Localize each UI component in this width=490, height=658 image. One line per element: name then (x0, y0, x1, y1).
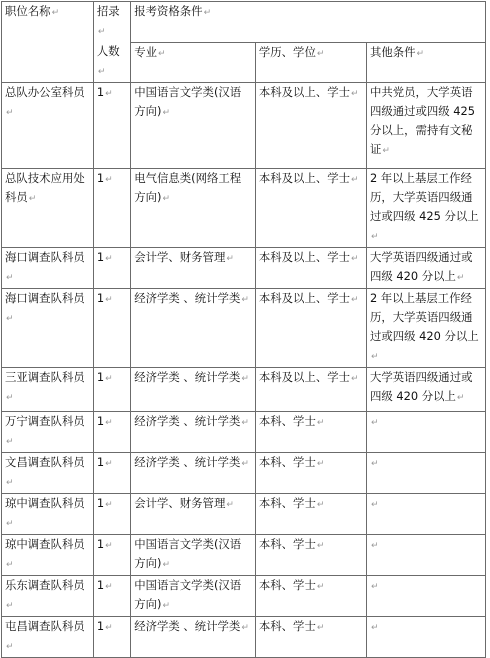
paragraph-mark-icon: ↵ (351, 254, 359, 264)
header-other: 其他条件↵ (366, 42, 485, 83)
paragraph-mark-icon: ↵ (51, 8, 60, 18)
cell-other (366, 248, 485, 289)
paragraph-mark-icon: ↵ (105, 541, 113, 551)
table-row (2, 535, 486, 576)
paragraph-mark-icon: ↵ (370, 582, 379, 592)
paragraph-mark-icon: ↵ (456, 273, 465, 283)
cell-other (366, 494, 485, 535)
header-row (2, 2, 486, 43)
cell-education-text: 本科、学士 (258, 537, 316, 551)
paragraph-mark-icon: ↵ (162, 601, 170, 611)
cell-position (2, 169, 94, 248)
cell-other-text: 2 年以上基层工作经历，大学英语四级通过或四级 420 分以上 (369, 291, 479, 343)
cell-education-text: 本科、学士 (258, 455, 316, 469)
cell-position (2, 617, 94, 658)
cell-education-text: 本科、学士 (258, 496, 316, 510)
cell-position (2, 289, 94, 368)
cell-education (255, 289, 366, 368)
header-education: 学历、学位↵ (255, 42, 366, 83)
cell-count-text: 1 (96, 171, 105, 185)
paragraph-mark-icon: ↵ (203, 8, 212, 18)
cell-position-text: 海口调查队科员 (5, 250, 85, 264)
paragraph-mark-icon: ↵ (105, 418, 113, 428)
header-position: 职位名称↵ (2, 2, 94, 83)
paragraph-mark-icon: ↵ (351, 89, 359, 99)
cell-count (93, 248, 130, 289)
cell-education (255, 617, 366, 658)
cell-major-text: 经济学类 、统计学类 (134, 414, 241, 428)
cell-other (366, 412, 485, 453)
cell-position-text: 琼中调查队科员 (5, 537, 85, 551)
paragraph-mark-icon: ↵ (105, 623, 113, 633)
paragraph-mark-icon: ↵ (162, 108, 170, 118)
paragraph-mark-icon: ↵ (241, 374, 249, 384)
paragraph-mark-icon: ↵ (6, 560, 14, 570)
cell-education (255, 412, 366, 453)
paragraph-mark-icon: ↵ (382, 146, 390, 156)
paragraph-mark-icon: ↵ (370, 459, 379, 469)
cell-major (131, 169, 256, 248)
paragraph-mark-icon: ↵ (316, 582, 325, 592)
cell-major-text: 经济学类 、统计学类 (134, 370, 241, 384)
cell-position-text: 屯昌调查队科员 (5, 619, 85, 633)
cell-count (93, 453, 130, 494)
paragraph-mark-icon: ↵ (6, 601, 14, 611)
cell-major (131, 289, 256, 368)
cell-education (255, 453, 366, 494)
paragraph-mark-icon: ↵ (370, 352, 379, 362)
table-row (2, 576, 486, 617)
cell-position-text: 琼中调查队科员 (5, 496, 85, 510)
paragraph-mark-icon: ↵ (241, 295, 249, 305)
cell-major-text: 经济学类 、统计学类 (134, 455, 241, 469)
cell-major-text: 中国语言文学类(汉语方向) (134, 537, 242, 570)
paragraph-mark-icon: ↵ (241, 459, 249, 469)
cell-count (93, 83, 130, 169)
cell-count-text: 1 (96, 537, 105, 551)
paragraph-mark-icon: ↵ (241, 623, 249, 633)
paragraph-mark-icon: ↵ (370, 232, 379, 242)
cell-major (131, 535, 256, 576)
paragraph-mark-icon: ↵ (162, 194, 170, 204)
header-major: 专业↵ (131, 42, 256, 83)
cell-count (93, 535, 130, 576)
cell-education (255, 576, 366, 617)
cell-education-text: 本科及以上、学士 (258, 291, 351, 305)
paragraph-mark-icon: ↵ (6, 108, 14, 118)
paragraph-mark-icon: ↵ (6, 393, 14, 403)
cell-count-text: 1 (96, 291, 105, 305)
paragraph-mark-icon: ↵ (316, 459, 325, 469)
paragraph-mark-icon: ↵ (370, 418, 379, 428)
cell-position (2, 576, 94, 617)
cell-education-text: 本科及以上、学士 (258, 370, 351, 384)
cell-count (93, 494, 130, 535)
table-row (2, 248, 486, 289)
paragraph-mark-icon: ↵ (6, 314, 14, 324)
paragraph-mark-icon: ↵ (6, 437, 14, 447)
cell-count (93, 576, 130, 617)
table-row (2, 289, 486, 368)
cell-count-text: 1 (96, 455, 105, 469)
cell-count-text: 1 (96, 578, 105, 592)
paragraph-mark-icon: ↵ (6, 273, 14, 283)
header-count: 招录↵ 人数↵ (93, 2, 130, 83)
cell-count-text: 1 (96, 85, 105, 99)
paragraph-mark-icon: ↵ (105, 582, 113, 592)
cell-major-text: 中国语言文学类(汉语方向) (134, 85, 242, 118)
cell-position (2, 83, 94, 169)
paragraph-mark-icon: ↵ (162, 560, 170, 570)
paragraph-mark-icon: ↵ (6, 642, 14, 652)
cell-other (366, 169, 485, 248)
cell-education-text: 本科及以上、学士 (258, 250, 351, 264)
cell-other (366, 453, 485, 494)
paragraph-mark-icon: ↵ (97, 67, 106, 77)
cell-position (2, 535, 94, 576)
cell-other (366, 289, 485, 368)
cell-education (255, 169, 366, 248)
paragraph-mark-icon: ↵ (158, 48, 166, 59)
cell-education-text: 本科、学士 (258, 414, 316, 428)
paragraph-mark-icon: ↵ (105, 374, 113, 384)
paragraph-mark-icon: ↵ (97, 27, 106, 37)
cell-major (131, 412, 256, 453)
paragraph-mark-icon: ↵ (6, 519, 14, 529)
cell-education-text: 本科及以上、学士 (258, 85, 351, 99)
table-row (2, 453, 486, 494)
paragraph-mark-icon: ↵ (370, 500, 379, 510)
cell-education (255, 368, 366, 412)
paragraph-mark-icon: ↵ (316, 623, 325, 633)
cell-position-text: 万宁调查队科员 (5, 414, 85, 428)
cell-position-text: 海口调查队科员 (5, 291, 85, 305)
cell-count-text: 1 (96, 619, 105, 633)
cell-major-text: 经济学类 、统计学类 (134, 291, 241, 305)
cell-major-text: 中国语言文学类(汉语方向) (134, 578, 242, 611)
cell-major-text: 电气信息类(网络工程方向) (134, 171, 242, 204)
paragraph-mark-icon: ↵ (351, 374, 359, 384)
paragraph-mark-icon: ↵ (456, 393, 465, 403)
cell-major (131, 617, 256, 658)
cell-count (93, 412, 130, 453)
cell-position-text: 三亚调查队科员 (5, 370, 85, 384)
cell-major-text: 会计学、财务管理 (134, 250, 226, 264)
cell-major (131, 494, 256, 535)
table-row (2, 368, 486, 412)
cell-education (255, 535, 366, 576)
cell-other-text: 大学英语四级通过或四级 420 分以上 (369, 370, 473, 403)
cell-major (131, 368, 256, 412)
cell-education (255, 248, 366, 289)
paragraph-mark-icon: ↵ (351, 295, 359, 305)
paragraph-mark-icon: ↵ (105, 459, 113, 469)
cell-position-text: 乐东调查队科员 (5, 578, 85, 592)
paragraph-mark-icon: ↵ (105, 295, 113, 305)
cell-count (93, 289, 130, 368)
cell-education (255, 83, 366, 169)
cell-position (2, 412, 94, 453)
paragraph-mark-icon: ↵ (316, 541, 325, 551)
table-row (2, 83, 486, 169)
paragraph-mark-icon: ↵ (226, 500, 234, 510)
paragraph-mark-icon: ↵ (28, 194, 37, 204)
header-qualifications: 报考资格条件↵ (131, 2, 486, 43)
cell-major (131, 248, 256, 289)
cell-other (366, 576, 485, 617)
paragraph-mark-icon: ↵ (105, 254, 113, 264)
paragraph-mark-icon: ↵ (370, 623, 379, 633)
cell-position (2, 453, 94, 494)
cell-count (93, 617, 130, 658)
cell-count-text: 1 (96, 414, 105, 428)
table-row (2, 412, 486, 453)
cell-count (93, 169, 130, 248)
recruitment-table (1, 1, 486, 658)
cell-position (2, 248, 94, 289)
cell-count-text: 1 (96, 250, 105, 264)
paragraph-mark-icon: ↵ (351, 175, 359, 185)
cell-major (131, 453, 256, 494)
cell-education-text: 本科、学士 (258, 578, 316, 592)
cell-major (131, 576, 256, 617)
cell-major (131, 83, 256, 169)
cell-major-text: 经济学类 、统计学类 (134, 619, 241, 633)
paragraph-mark-icon: ↵ (416, 48, 425, 59)
cell-position-text: 总队办公室科员 (5, 85, 85, 99)
cell-count-text: 1 (96, 496, 105, 510)
paragraph-mark-icon: ↵ (105, 89, 113, 99)
cell-other (366, 83, 485, 169)
cell-other-text: 2 年以上基层工作经历，大学英语四级通过或四级 425 分以上 (369, 171, 479, 223)
cell-major-text: 会计学、财务管理 (134, 496, 226, 510)
cell-position (2, 368, 94, 412)
cell-education-text: 本科、学士 (258, 619, 316, 633)
cell-position-text: 文昌调查队科员 (5, 455, 85, 469)
table-row (2, 169, 486, 248)
cell-count (93, 368, 130, 412)
paragraph-mark-icon: ↵ (105, 500, 113, 510)
cell-education-text: 本科及以上、学士 (258, 171, 351, 185)
paragraph-mark-icon: ↵ (316, 48, 325, 59)
paragraph-mark-icon: ↵ (105, 175, 113, 185)
cell-other-text: 中共党员，大学英语四级通过或四级 425 分以上，需持有文秘证 (369, 85, 476, 156)
paragraph-mark-icon: ↵ (6, 478, 14, 488)
paragraph-mark-icon: ↵ (370, 541, 379, 551)
paragraph-mark-icon: ↵ (316, 500, 325, 510)
cell-position-text: 总队技术应用处科员 (5, 171, 85, 204)
cell-other (366, 368, 485, 412)
cell-education (255, 494, 366, 535)
cell-other (366, 535, 485, 576)
cell-count-text: 1 (96, 370, 105, 384)
paragraph-mark-icon: ↵ (316, 418, 325, 428)
paragraph-mark-icon: ↵ (241, 418, 249, 428)
cell-other (366, 617, 485, 658)
cell-other-text: 大学英语四级通过或四级 420 分以上 (369, 250, 473, 283)
cell-position (2, 494, 94, 535)
table-row (2, 494, 486, 535)
table-row (2, 617, 486, 658)
paragraph-mark-icon: ↵ (226, 254, 234, 264)
